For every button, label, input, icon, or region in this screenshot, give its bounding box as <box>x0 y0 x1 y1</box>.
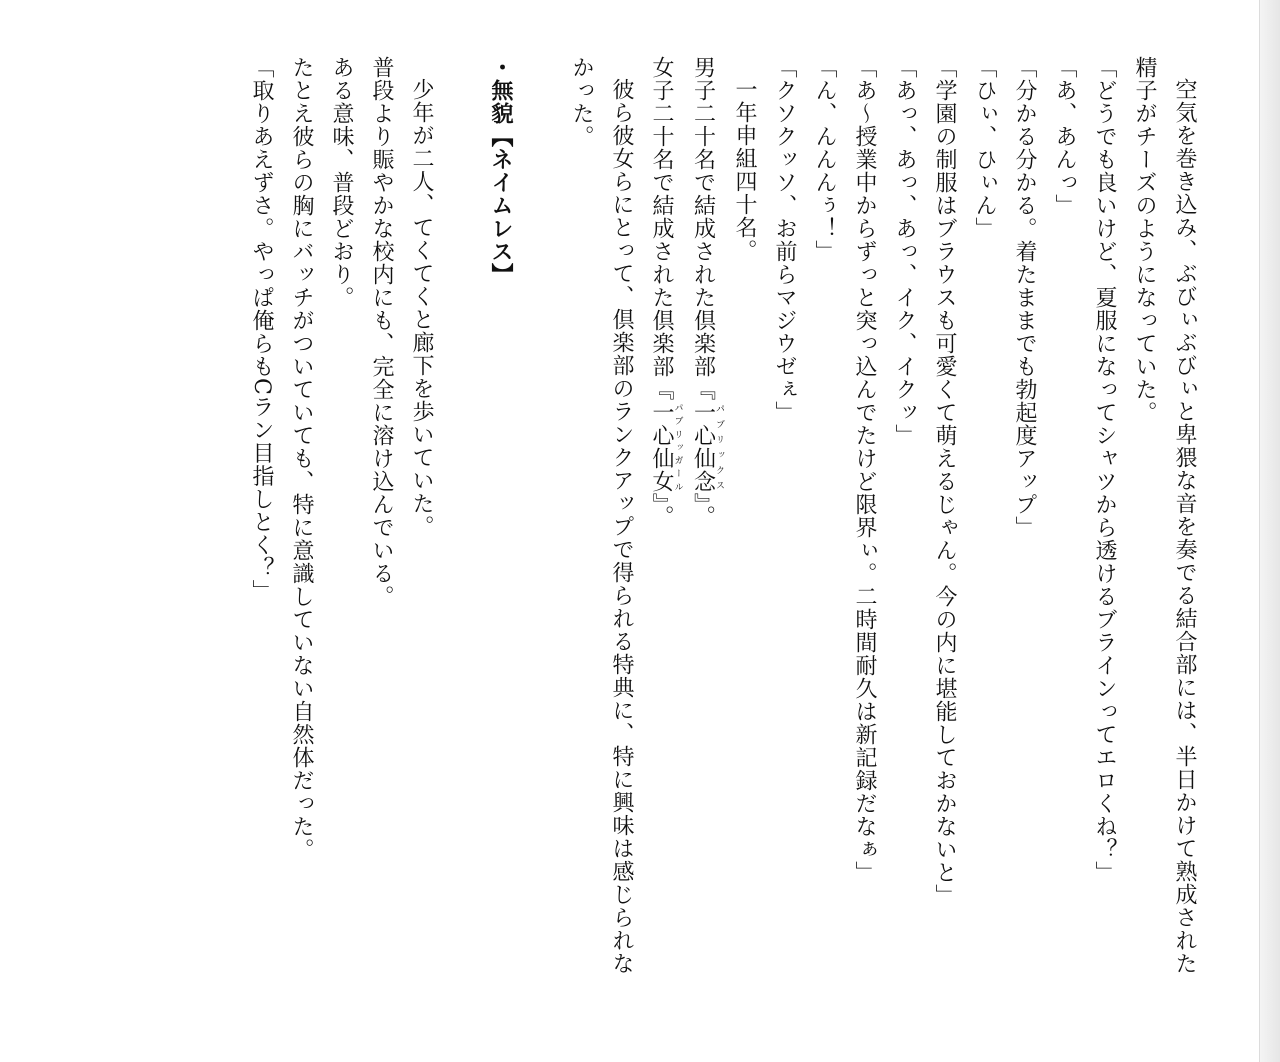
text-line: 「ん、んんんぅ！」 <box>812 56 837 263</box>
text-line: 「あ～授業中からずっと突っ込んでたけど限界ぃ。二時間耐久は新記録だなぁ」 <box>852 56 877 884</box>
text-line: かった。 <box>569 56 594 148</box>
section-spacer <box>521 56 561 1016</box>
text-line: 普段より賑やかな校内にも、完全に溶け込んでいる。 <box>369 56 394 608</box>
club-line-girls <box>641 56 683 1016</box>
club-line-suffix: 』。 <box>649 493 674 528</box>
club-name-reading: パブリッガール <box>672 401 683 493</box>
text-line: 少年が二人、てくてくと廊下を歩いていた。 <box>409 78 434 538</box>
section-heading: ・無貌【ネイムレス】 <box>488 56 514 286</box>
text-line: 「あっ、あっ、あっ、イク、イクッ」 <box>892 56 917 447</box>
text-line: 彼ら彼女らにとって、倶楽部のランクアップで得られる特典に、特に興味は感じられな <box>609 78 634 975</box>
text-line: 「あ、あんっ」 <box>1052 56 1077 217</box>
text-line: 「分かる分かる。着たままでも勃起度アップ」 <box>1012 56 1037 539</box>
text-line: 精子がチーズのようになっていた。 <box>1132 56 1157 424</box>
club-line-suffix: 』。 <box>690 493 716 528</box>
text-line: ある意味、普段どおり。 <box>329 56 354 309</box>
text-line: 「クソクッソ、お前らマジウゼぇ」 <box>772 56 797 424</box>
club-line-boys <box>683 56 725 1016</box>
club-line-prefix: 女子二十名で結成された倶楽部『 <box>649 56 674 401</box>
text-line: 「学園の制服はブラウスも可愛くて萌えるじゃん。今の内に堪能しておかないと」 <box>932 56 957 907</box>
text-line: 一年申組四十名。 <box>732 78 757 262</box>
club-name-reading: パブリックス <box>714 401 724 493</box>
text-line: 「取りあえずさ。やっぱ俺らもCラン目指しとく？」 <box>249 56 274 603</box>
text-line: 「ひぃ、ひぃん」 <box>972 56 997 240</box>
club-name-ruby <box>690 401 724 493</box>
section-spacer <box>441 56 481 1016</box>
text-line: たとえ彼らの胸にバッチがついていても、特に意識していない自然体だった。 <box>289 56 314 861</box>
page-edge <box>1259 0 1280 1062</box>
club-line-prefix: 男子二十名で結成された倶楽部『 <box>690 56 716 401</box>
club-name: 一心仙念 <box>690 401 716 493</box>
club-name-ruby <box>649 401 683 493</box>
club-name: 一心仙女 <box>649 401 674 493</box>
text-line: 空気を巻き込み、ぶびぃぶびぃと卑猥な音を奏でる結合部には、半日かけて熟成された <box>1172 78 1197 975</box>
vertical-text-body <box>241 56 1204 1016</box>
text-line: 「どうでも良いけど、夏服になってシャツから透けるブラインってエロくね？」 <box>1092 56 1117 884</box>
